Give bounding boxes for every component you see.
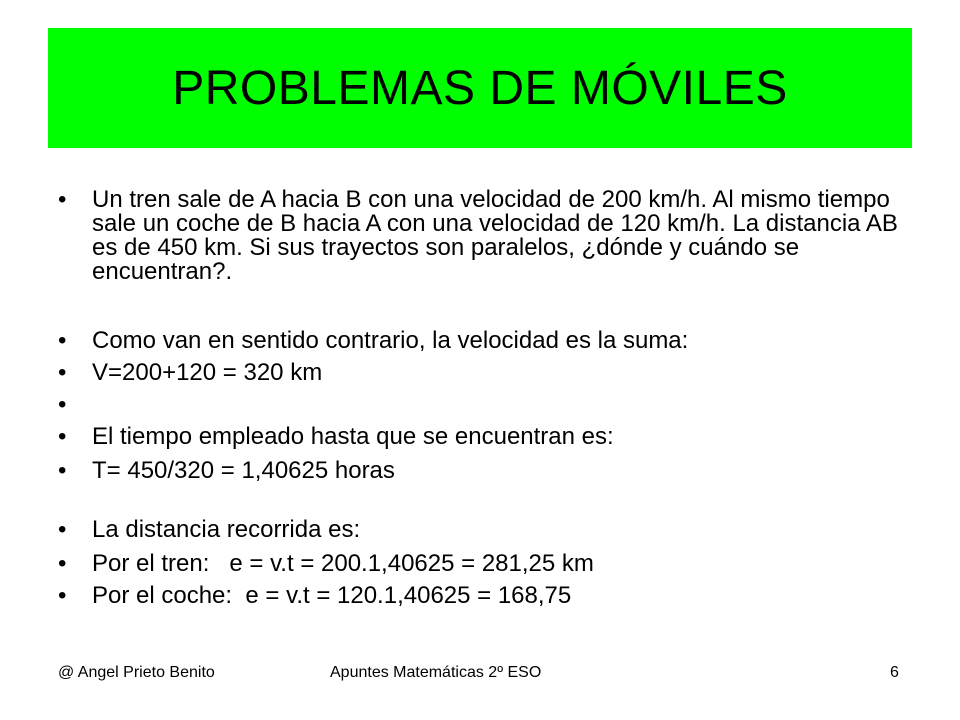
bullet-icon: •: [58, 391, 67, 418]
velocity-formula: V=200+120 = 320 km: [92, 359, 323, 386]
train-distance: Por el tren: e = v.t = 200.1,40625 = 281,25 km: [92, 550, 594, 577]
bullet-item: [58, 393, 912, 417]
bullet-item: [58, 552, 912, 576]
distance-explanation: La distancia recorrida es:: [92, 516, 361, 543]
bullet-icon: •: [58, 582, 67, 609]
footer-author: @ Angel Prieto Benito: [58, 664, 215, 681]
bullet-item: [58, 329, 912, 353]
bullet-icon: •: [58, 550, 67, 577]
bullet-icon: •: [58, 423, 67, 450]
bullet-icon: •: [58, 457, 67, 484]
bullet-icon: •: [58, 186, 67, 213]
bullet-item: [58, 361, 912, 385]
page-number: 6: [890, 664, 899, 681]
bullet-item: [58, 584, 912, 608]
bullet-item: [58, 459, 912, 483]
footer-course: Apuntes Matemáticas 2º ESO: [330, 664, 542, 681]
problem-statement: Un tren sale de A hacia B con una velocidad de 200 km/h. Al mismo tiempo sale un coche de B hacia A con una velocidad de 120 km/h. La distancia AB es de 450 km. Si sus trayectos son paralelos, ¿dónde y cuándo se encuentran?.: [92, 186, 898, 285]
velocity-explanation: Como van en sentido contrario, la velocidad es la suma:: [92, 327, 689, 354]
empty-line: [92, 393, 912, 417]
bullet-item: [58, 188, 912, 284]
time-formula: T= 450/320 = 1,40625 horas: [92, 457, 395, 484]
title-bar: [48, 28, 912, 148]
time-explanation: El tiempo empleado hasta que se encuentran es:: [92, 423, 614, 450]
bullet-icon: •: [58, 516, 67, 543]
bullet-item: [58, 425, 912, 449]
bullet-icon: •: [58, 359, 67, 386]
bullet-icon: •: [58, 327, 67, 354]
slide-title: PROBLEMAS DE MÓVILES: [172, 61, 788, 115]
bullet-item: [58, 518, 912, 542]
car-distance: Por el coche: e = v.t = 120.1,40625 = 168,75: [92, 582, 572, 609]
